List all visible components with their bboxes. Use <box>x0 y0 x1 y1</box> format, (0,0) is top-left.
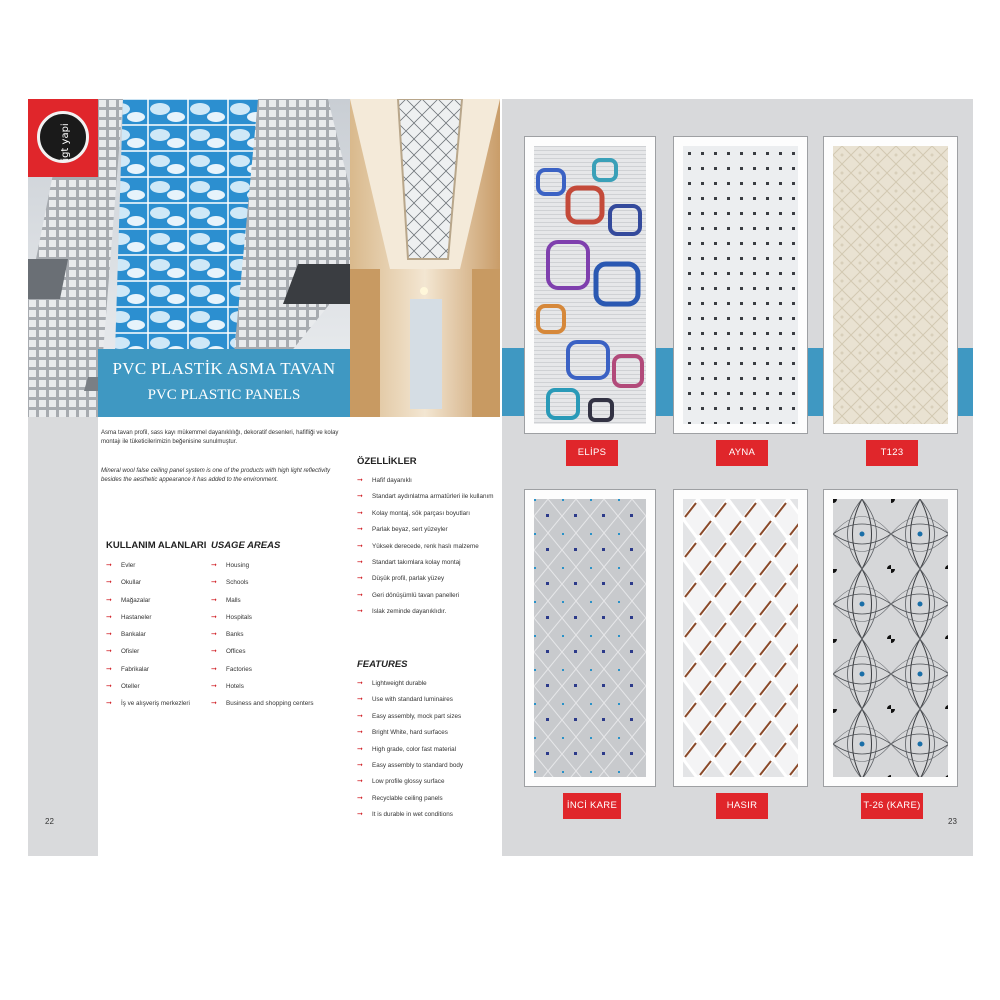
panel-swatch <box>534 146 646 424</box>
arrow-icon: ➞ <box>357 761 363 769</box>
arrow-icon: ➞ <box>357 778 363 786</box>
arrow-icon: ➞ <box>357 526 363 534</box>
list-item: ➞ Hastaneler <box>106 609 190 626</box>
list-item: ➞ Okullar <box>106 574 190 591</box>
list-item: ➞ Parlak beyaz, sert yüzeyler <box>357 522 493 538</box>
arrow-icon: ➞ <box>106 613 112 621</box>
panel-tile-t123[interactable] <box>823 136 958 434</box>
arrow-icon: ➞ <box>357 712 363 720</box>
usage-en-list <box>211 557 314 713</box>
features-en-list <box>357 676 463 824</box>
page-number-left: 22 <box>45 817 54 826</box>
panel-swatch <box>683 499 798 777</box>
panel-tile-ayna[interactable] <box>673 136 808 434</box>
list-item: ➞ Düşük profil, parlak yüzey <box>357 571 493 587</box>
arrow-icon: ➞ <box>106 631 112 639</box>
list-item: ➞ İş ve alışveriş merkezleri <box>106 695 190 712</box>
list-item: ➞ Use with standard luminaires <box>357 692 463 708</box>
list-item: ➞ Standart takımlara kolay montaj <box>357 555 493 571</box>
list-item: ➞ Evler <box>106 557 190 574</box>
panel-swatch <box>534 499 646 777</box>
panel-label-elips: ELİPS <box>566 440 618 466</box>
features-tr-list <box>357 473 493 621</box>
usage-tr-heading: KULLANIM ALANLARI <box>106 540 207 551</box>
ayna-pattern <box>683 146 798 424</box>
left-page <box>28 99 502 856</box>
list-item: ➞ Schools <box>211 574 314 591</box>
panel-tile-hasir[interactable] <box>673 489 808 787</box>
panel-swatch <box>683 146 798 424</box>
intro-text-tr: Asma tavan profil, sass kayı mükemmel dayanıklılığı, dekoratif desenleri, hafifliği ve kolay montajı ile tüketicilerimizin beğenisine sunulmuştur. <box>101 430 339 445</box>
arrow-icon: ➞ <box>211 665 217 673</box>
page-title: PVC PLASTİK ASMA TAVAN <box>112 359 336 378</box>
t123-pattern <box>833 146 948 424</box>
arrow-icon: ➞ <box>211 631 217 639</box>
panel-label-t26-kare: T-26 (KARE) <box>861 793 923 819</box>
list-item: ➞ Business and shopping centers <box>211 695 314 712</box>
list-item: ➞ Hospitals <box>211 609 314 626</box>
arrow-icon: ➞ <box>211 700 217 708</box>
list-item: ➞ Hafif dayanıklı <box>357 473 493 489</box>
arrow-icon: ➞ <box>106 665 112 673</box>
page-subtitle: PVC PLASTIC PANELS <box>147 387 301 403</box>
arrow-icon: ➞ <box>357 575 363 583</box>
arrow-icon: ➞ <box>211 648 217 656</box>
corridor-photo <box>350 99 500 417</box>
list-item: ➞ Ofisler <box>106 643 190 660</box>
arrow-icon: ➞ <box>357 794 363 802</box>
list-item: ➞ Factories <box>211 661 314 678</box>
arrow-icon: ➞ <box>357 729 363 737</box>
brand-logo-ring <box>37 111 89 163</box>
features-en-heading: FEATURES <box>357 659 408 670</box>
arrow-icon: ➞ <box>357 696 363 704</box>
arrow-icon: ➞ <box>106 700 112 708</box>
list-item: ➞ Easy assembly, mock part sizes <box>357 709 463 725</box>
arrow-icon: ➞ <box>211 596 217 604</box>
right-page <box>502 99 973 856</box>
panel-label-t123: T123 <box>866 440 918 466</box>
list-item: ➞ Fabrikalar <box>106 661 190 678</box>
list-item: ➞ High grade, color fast material <box>357 742 463 758</box>
list-item: ➞ Banks <box>211 626 314 643</box>
brand-logo-text: igt yapi <box>60 123 71 161</box>
arrow-icon: ➞ <box>357 608 363 616</box>
arrow-icon: ➞ <box>211 562 217 569</box>
usage-en-heading: USAGE AREAS <box>211 540 281 551</box>
usage-tr-list <box>106 557 190 713</box>
ceiling-photo-grid <box>28 99 350 417</box>
panel-swatch <box>833 146 948 424</box>
elips-pattern <box>534 146 646 424</box>
list-item: ➞ Kolay montaj, sök parçası boyutları <box>357 506 493 522</box>
list-item: ➞ Mağazalar <box>106 592 190 609</box>
list-item: ➞ Geri dönüşümlü tavan panelleri <box>357 588 493 604</box>
list-item: ➞ Easy assembly to standard body <box>357 758 463 774</box>
brand-logo <box>28 99 98 177</box>
panel-label-ayna: AYNA <box>716 440 768 466</box>
arrow-icon: ➞ <box>106 596 112 604</box>
list-item: ➞ Recyclable ceiling panels <box>357 791 463 807</box>
hasir-pattern <box>683 499 798 777</box>
panel-tile-inci-kare[interactable] <box>524 489 656 787</box>
panel-tile-t26-kare[interactable] <box>823 489 958 787</box>
arrow-icon: ➞ <box>211 579 217 587</box>
arrow-icon: ➞ <box>106 579 112 587</box>
t26-kare-pattern <box>833 499 948 777</box>
inci-kare-pattern <box>534 499 646 777</box>
arrow-icon: ➞ <box>357 811 363 819</box>
arrow-icon: ➞ <box>106 562 112 569</box>
panel-swatch <box>833 499 948 777</box>
panel-label-inci-kare: İNCİ KARE <box>563 793 621 819</box>
list-item: ➞ Bright White, hard surfaces <box>357 725 463 741</box>
list-item: ➞ Housing <box>211 557 314 574</box>
title-band <box>98 349 350 417</box>
arrow-icon: ➞ <box>106 683 112 691</box>
list-item: ➞ Oteller <box>106 678 190 695</box>
arrow-icon: ➞ <box>211 683 217 691</box>
list-item: ➞ Islak zeminde dayanıklıdır. <box>357 604 493 620</box>
arrow-icon: ➞ <box>357 591 363 599</box>
list-item: ➞ Yüksek derecede, renk haslı malzeme <box>357 539 493 555</box>
list-item: ➞ Standart aydınlatma armatürleri ile kullanım <box>357 489 493 505</box>
list-item: ➞ Lightweight durable <box>357 676 463 692</box>
panel-label-hasir: HASIR <box>716 793 768 819</box>
arrow-icon: ➞ <box>357 680 363 687</box>
panel-tile-elips[interactable] <box>524 136 656 434</box>
list-item: ➞ It is durable in wet conditions <box>357 807 463 823</box>
arrow-icon: ➞ <box>211 613 217 621</box>
arrow-icon: ➞ <box>106 648 112 656</box>
arrow-icon: ➞ <box>357 542 363 550</box>
page-number-right: 23 <box>948 817 957 826</box>
arrow-icon: ➞ <box>357 493 363 501</box>
arrow-icon: ➞ <box>357 745 363 753</box>
list-item: ➞ Offices <box>211 643 314 660</box>
arrow-icon: ➞ <box>357 558 363 566</box>
list-item: ➞ Malls <box>211 592 314 609</box>
arrow-icon: ➞ <box>357 509 363 517</box>
arrow-icon: ➞ <box>357 477 363 484</box>
intro-text-en: Mineral wool false ceiling panel system is one of the products with high light reflectivity besides the aesthetic appearance it has added to the environment. <box>101 468 331 483</box>
list-item: ➞ Bankalar <box>106 626 190 643</box>
corridor-illustration <box>350 99 500 417</box>
features-tr-heading: ÖZELLİKLER <box>357 456 417 467</box>
list-item: ➞ Low profile glossy surface <box>357 774 463 790</box>
list-item: ➞ Hotels <box>211 678 314 695</box>
catalog-spread <box>28 99 973 856</box>
left-margin-strip <box>28 417 98 856</box>
